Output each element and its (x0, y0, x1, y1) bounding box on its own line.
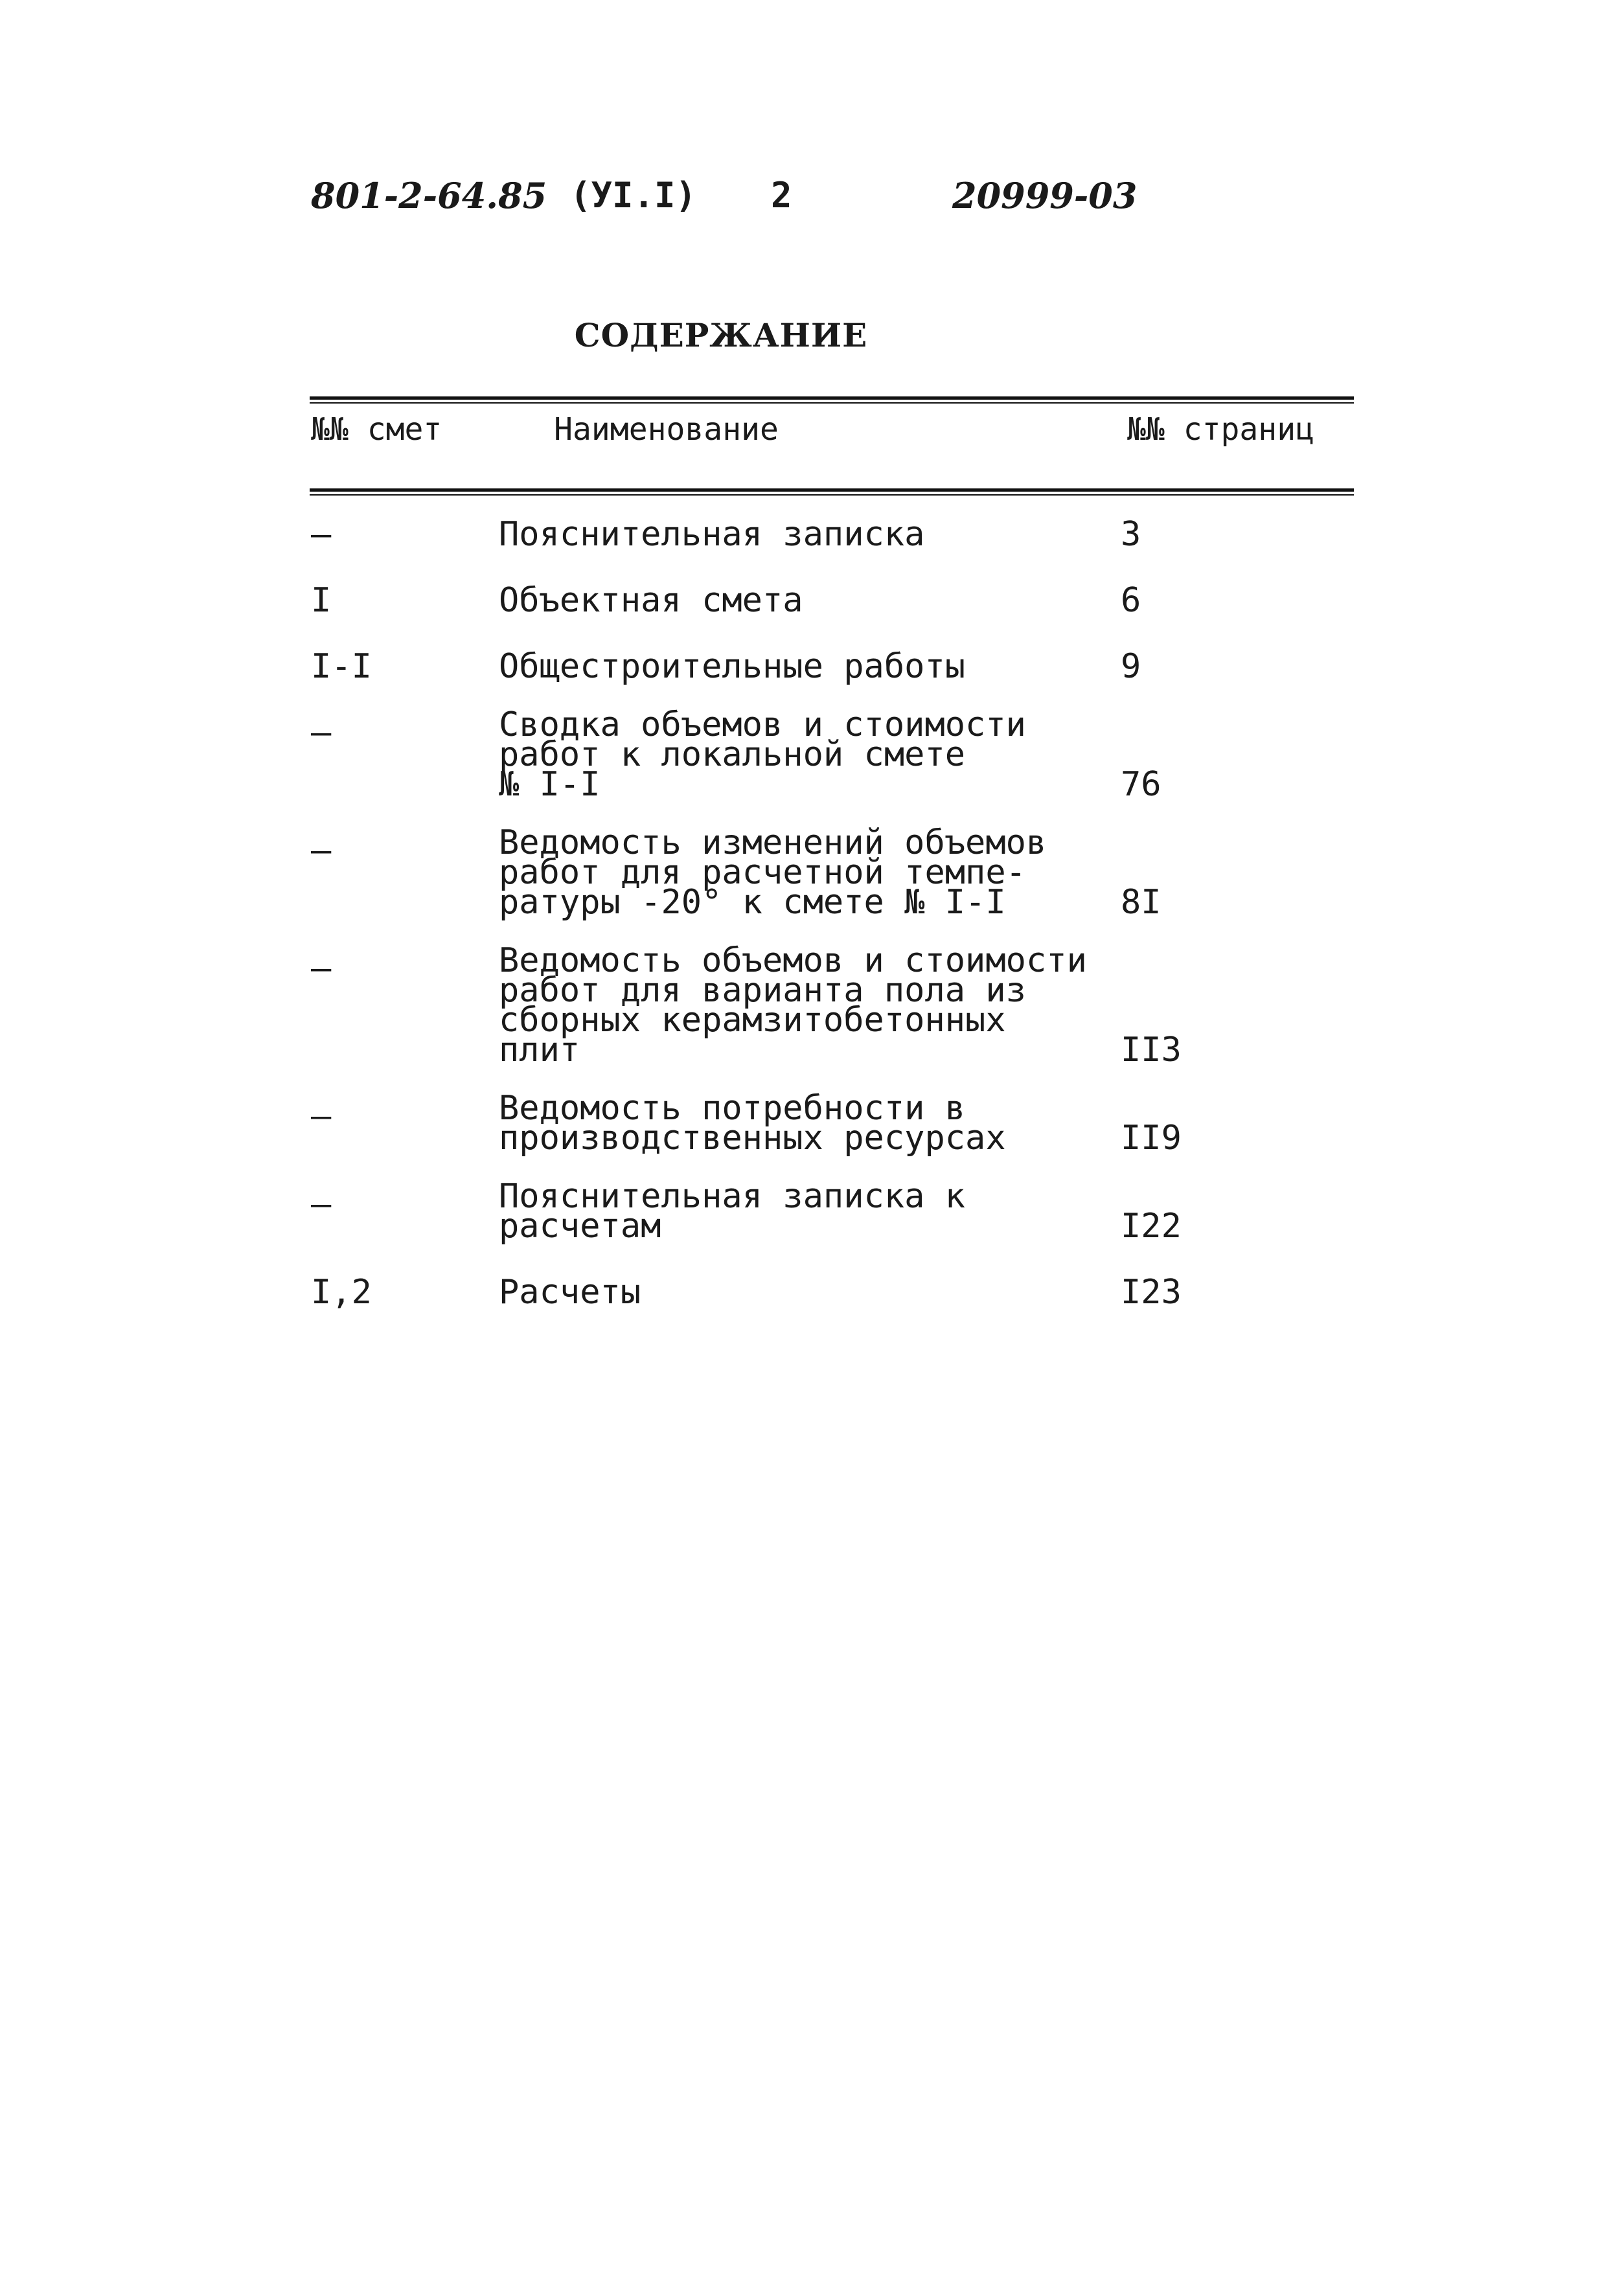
page-reference: 3 (1121, 515, 1141, 554)
inventory-number: 20999-03 (952, 175, 1138, 216)
section-name: Сводка объемов и стоимости работ к локальной смете № I-I (499, 705, 1026, 804)
table-header-rule-thin (310, 494, 1354, 496)
estimate-number: — (311, 515, 332, 554)
section-name: Пояснительная записка (499, 515, 925, 554)
page-reference: II9 (1121, 1119, 1182, 1158)
page-reference: I22 (1121, 1207, 1182, 1246)
contents-table (0, 512, 1624, 1312)
estimate-number: — (311, 831, 332, 870)
section-name: Общестроительные работы (499, 647, 966, 686)
page-title: СОДЕРЖАНИЕ (574, 316, 868, 354)
estimate-number: I (311, 581, 332, 620)
table-header-rule (310, 488, 1354, 492)
table-row (0, 705, 1624, 804)
estimate-number: I,2 (311, 1273, 372, 1312)
section-name: Ведомость объемов и стоимости работ для варианта пола из сборных керамзитобетонных плит (499, 941, 1087, 1069)
table-top-rule (310, 396, 1354, 400)
table-row (0, 823, 1624, 922)
estimate-number: — (311, 1185, 332, 1224)
table-row (0, 578, 1624, 620)
document-code: 801-2-64.85 (311, 175, 547, 216)
section-name: Пояснительная записка к расчетам (499, 1177, 966, 1246)
column-header-pages: №№ страниц (1127, 411, 1314, 448)
table-row (0, 644, 1624, 686)
section-name: Ведомость изменений объемов работ для расчетной темпе- ратуры -20° к смете № I-I (499, 823, 1047, 922)
section-name: Расчеты (499, 1273, 641, 1312)
estimate-number: — (311, 713, 332, 752)
column-header-name: Наименование (554, 411, 779, 448)
page-reference: 9 (1121, 647, 1141, 686)
column-header-number: №№ смет (311, 411, 442, 448)
table-row (0, 1270, 1624, 1312)
page-reference: 6 (1121, 581, 1141, 620)
volume-label: (УI.I) (570, 175, 697, 216)
table-row (0, 512, 1624, 554)
page-reference: I23 (1121, 1273, 1182, 1312)
table-row (0, 1177, 1624, 1246)
page-reference: 76 (1121, 765, 1161, 804)
page-reference: 8I (1121, 883, 1161, 922)
estimate-number: — (311, 1097, 332, 1136)
table-row (0, 1089, 1624, 1158)
section-name: Ведомость потребности в производственных ресурсах (499, 1089, 1006, 1158)
page-reference: II3 (1121, 1031, 1182, 1069)
estimate-number: — (311, 949, 332, 988)
section-name: Объектная смета (499, 581, 803, 620)
page-number: 2 (771, 175, 792, 216)
document-header (311, 175, 1153, 233)
estimate-number: I-I (311, 647, 372, 686)
table-top-rule-thin (310, 402, 1354, 404)
table-row (0, 941, 1624, 1069)
